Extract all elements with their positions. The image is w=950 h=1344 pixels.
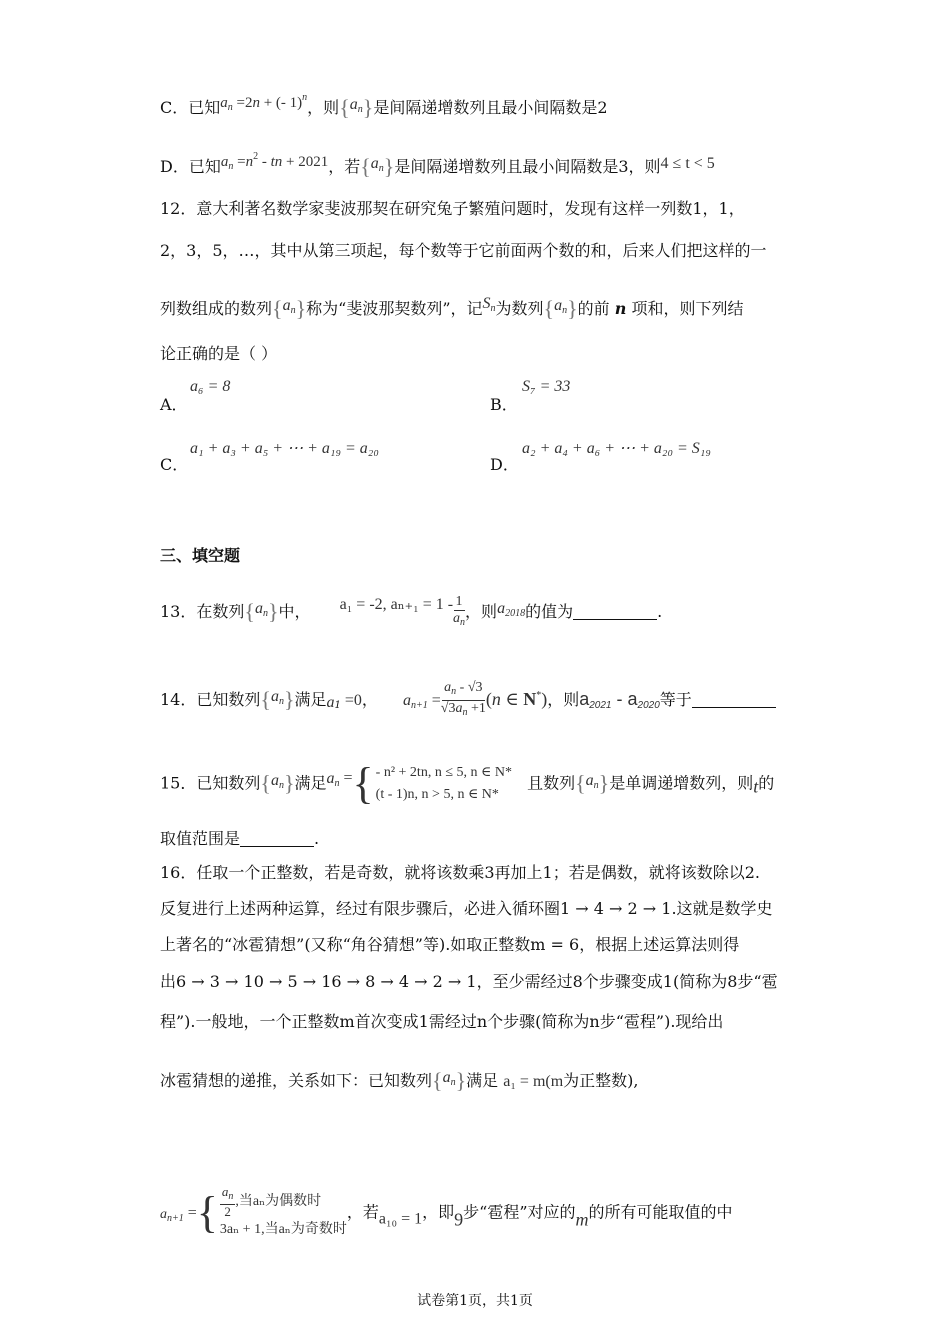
q12-option-d-formula: a₂ + a₄ + a₆ + ⋯ + a₂₀ = S₁₉ [522,440,711,457]
answer-blank[interactable] [240,830,314,847]
q12-line4: 论正确的是（ ） [160,344,278,363]
q12-option-b-formula: S₇ = 33 [522,378,571,395]
q15-line2: 取值范围是 . [160,829,320,848]
q12-line1: 12．意大利著名数学家斐波那契在研究兔子繁殖问题时，发现有这样一列数1，1， [160,199,745,218]
q12-option-a: A． [160,395,188,414]
q12-option-d: D． [490,455,519,474]
piecewise: { - n² + 2tn, n ≤ 5, n ∈ N* (t - 1)n, n > 5, n ∈ N* [352,759,512,808]
q14: 14．已知数列$\{a_n\}$满足$a_1 =0$， $a_{n+1}$ = $\frac{a_n - √3}{√3a_n +1}$ (n ∈ N*)，则$a_{2021} - a_{2020}$等于 [160,680,776,721]
page-footer: 试卷第1页，共1页 [417,1293,533,1309]
q11-option-d: D．已知$a_n =n^2$ - tn + 2021，若$\{a_n\}$是间隔递增数列且最小间隔数是3，则4 ≤ t < 5 [160,151,715,179]
q12-line2: 2，3，5，…，其中从第三项起，每个数等于它前面两个数的和，后来人们把这样的一 [160,241,767,260]
q12-option-b: B． [490,395,518,414]
q16-line1: 16．任取一个正整数，若是奇数，就将该数乘3再加上1；若是偶数，就将该数除以2. [160,863,760,882]
q16-line3: 上著名的“冰雹猜想”(又称“角谷猜想”等).如取正整数m = 6，根据上述运算法则得 [160,935,740,954]
piecewise: { $\frac{a_n}{2}$ ,当aₙ为偶数时 3aₙ + 1,当aₙ为奇数时 [196,1184,347,1237]
q16-line4: 出6 → 3 → 10 → 5 → 16 → 8 → 4 → 2 → 1，至少需经过8个步骤变成1(简称为8步“雹 [160,972,778,991]
q16-line2: 反复进行上述两种运算，经过有限步骤后，必进入循环圈1 → 4 → 2 → 1.这就是数学史 [160,899,773,918]
q12-option-c: C． [160,455,189,474]
q12-option-c-formula: a₁ + a₃ + a₅ + ⋯ + a₁₉ = a₂₀ [190,440,379,457]
fraction: $\frac{1}{a_n}$ [453,594,466,628]
q16-line5: 程”).一般地，一个正整数m首次变成1需经过n个步骤(简称为n步“雹程”).现给出 [160,1012,724,1031]
q13: 13．在数列$\{a_n\}$中， a₁ = -2, aₙ₊₁ = 1 - $\frac{1}{a_n}$ ，则$a_{2018}$的值为 . [160,594,662,631]
answer-blank[interactable] [692,691,776,708]
q11-option-c: C．已知$a_n =2n$ + (- 1)$^n$，则$\{a_n\}$是间隔递增数列且最小间隔数是2 [160,92,608,120]
answer-blank[interactable] [573,603,657,620]
section-title: 三、填空题 [160,546,241,565]
q12-line3: 列数组成的数列$\{a_n\}$称为“斐波那契数列”，记$S_n$为数列$\{a_n\}$的前 n 项和，则下列结 [160,295,744,321]
q12-option-a-formula: a₆ = 8 [190,378,231,395]
q16-line7: $a_{n+1}$ = { $\frac{a_n}{2}$ ,当aₙ为偶数时 3aₙ + 1,当aₙ为奇数时 ，若a₁₀ = 1，即9步“雹程”对应的m的所有可能取值的中 [160,1185,733,1241]
q15: 15．已知数列$\{a_n\}$满足$a_n$ = { - n² + 2tn, n ≤ 5, n ∈ N* (t - 1)n, n > 5, n ∈ N* 且数列$\{a_n\}$是单调递增数列，则t的 [160,759,775,808]
q16-line6: 冰雹猜想的递推，关系如下：已知数列$\{a_n\}$满足 a₁ = m(m为正整数), [160,1068,639,1093]
formula: $a_n =2n$ + (- 1)$^n$ [220,92,308,113]
